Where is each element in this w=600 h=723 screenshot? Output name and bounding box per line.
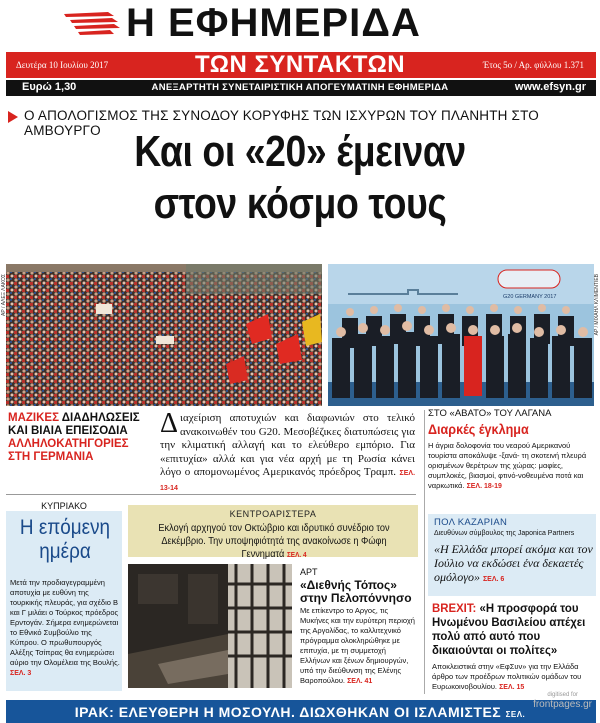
- lead-kicker: Ο ΑΠΟΛΟΓΙΣΜΟΣ ΤΗΣ ΣΥΝΟΔΟΥ ΚΟΡΥΦΗΣ ΤΩΝ ΙΣΧΥΡΩΝ ΤΟΥ ΠΛΑΝΗΤΗ ΣΤΟ ΑΜΒΟΥΡΓΟ: [24, 108, 540, 138]
- kazarian-label: ΠΟΛ ΚΑΖΑΡΙΑΝ: [434, 517, 508, 528]
- bottom-page-ref: ΣΕΛ.: [505, 710, 526, 719]
- kentroaristera-text: Εκλογή αρχηγού τον Οκτώβριο και ιδρυτικό συνέδριο τον Δεκέμβριο. Την υποψηφιότητά της ανακοίνωσε η Φώφη Γεννηματά: [158, 523, 390, 560]
- column-divider: [424, 410, 425, 694]
- kazarian-subtitle: Διευθύνων σύμβουλος της Japonica Partners: [434, 530, 575, 537]
- watermark-top: digitised for: [547, 692, 578, 698]
- brexit-headline[interactable]: [432, 601, 588, 657]
- brexit-text: Αποκλειστικά στην «ΕφΣυν» για την Ελλάδα άρθρο των προέδρων πολιτικών ομάδων του Ευρωκοινοβουλίου.: [432, 662, 582, 691]
- protest-subheading[interactable]: [8, 412, 140, 464]
- art-venue-photo: [128, 564, 292, 688]
- art-text-block: [300, 606, 418, 687]
- brexit-page-ref: ΣΕΛ. 15: [499, 684, 525, 691]
- lead-headline[interactable]: [45, 126, 555, 230]
- side-black-line: ΚΑΙ ΒΙΑΙΑ ΕΠΕΙΣΟΔΙΑ: [8, 425, 128, 437]
- kazarian-quote-block: [434, 542, 594, 587]
- bottom-label: ΙΡΑΚ:: [74, 704, 115, 720]
- section-divider: [6, 494, 416, 495]
- lead-article-text[interactable]: [160, 408, 416, 495]
- kicker-arrow-icon: [8, 111, 18, 123]
- side-red-word: ΜΑΖΙΚΕΣ: [8, 412, 59, 424]
- logo-speed-lines: [64, 10, 122, 36]
- brexit-text-block: [432, 662, 596, 693]
- art-title[interactable]: «Διεθνής Τόπος» στην Πελοπόννησο: [300, 578, 412, 605]
- lead-page-ref: ΣΕΛ. 13-14: [160, 470, 416, 492]
- kypriako-label: ΚΥΠΡΙΑΚΟ: [41, 501, 87, 511]
- avato-title: Διαρκές έγκλημα: [428, 421, 529, 437]
- kypriako-title: Η επόμενη ημέρα: [19, 516, 111, 563]
- photo2-credit: AP / ΜΙΧΑΗΛ ΚΛΙΜΕΝΤΙΕΒ: [594, 274, 600, 336]
- art-label: ΑΡΤ: [300, 567, 318, 577]
- newspaper-title: Η ΕΦΗΜΕΡΙΔΑ: [126, 1, 421, 45]
- art-page-ref: ΣΕΛ. 41: [347, 678, 373, 685]
- protest-crowd-photo: [6, 264, 322, 406]
- kypriako-page-ref: ΣΕΛ. 3: [10, 670, 32, 677]
- kentroaristera-label: ΚΕΝΤΡΟΑΡΙΣΤΕΡΑ: [229, 509, 317, 519]
- side-red-line-3: ΣΤΗ ΓΕΡΜΑΝΙΑ: [8, 451, 94, 463]
- avato-label: ΣΤΟ «ΑΒΑΤΟ» ΤΟΥ ΛΑΓΑΝΑ: [428, 408, 552, 419]
- newspaper-subtitle: ΤΩΝ ΣΥΝΤΑΚΤΩΝ: [194, 51, 406, 78]
- price: Ευρώ 1,30: [22, 81, 77, 93]
- art-text: Με επίκεντρο το Αργος, τις Μυκήνες και την ευρύτερη περιοχή της Αργολίδας, το καλλιτεχνικό πρόγραμμα ολοκληρώθηκε με επιτυχία, με τη συμμετοχή Ελλήνων και ξένων δημιουργών, υπό την διεύθυνση της Ελένης Βαροπούλου.: [300, 606, 415, 685]
- kypriako-text: Μετά την προδιαγεγραμμένη αποτυχία με ευθύνη της τουρκικής πλευράς, για σχέδιο Β και Γ μιλάει ο Τούρκος πρόεδρος Ερντογάν. Σήμερα ενημερώνεται το Εθνικό Συμβούλιο της Κύπρου. Ο πρωθυπουργός Αλέξης Τσίπρας θα ενημερώσει αύριο την Ολομέλεια της Βουλής.: [10, 578, 120, 667]
- frontpages-watermark: frontpages.gr: [533, 699, 592, 710]
- side-red-line-2: ΑΛΛΗΛΟΚΑΤΗΓΟΡΙΕΣ: [8, 438, 129, 450]
- avato-text: Η άγρια δολοφονία του νεαρού Αμερικανού τουρίστα αποκάλυψε -ξανά- τη σκοτεινή πλευρά ορισμένων θερέτρων της χώρας: μαφίες, συμπλοκές, βιασμοί, φτινό-νοθευμένα ποτά και ναρκωτικά.: [428, 441, 587, 490]
- g20-leaders-photo: [328, 264, 594, 406]
- photo1-credit: AP / ΑΛΕΞ ΛΑΚΟΣ: [1, 274, 7, 316]
- issue-date: Δευτέρα 10 Ιουλίου 2017: [16, 60, 109, 70]
- avato-page-ref: ΣΕΛ. 18-19: [466, 483, 502, 490]
- bottom-text: ΕΛΕΥΘΕΡΗ Η ΜΟΣΟΥΛΗ. ΔΙΩΧΘΗΚΑΝ ΟΙ ΙΣΛΑΜΙΣΤΕΣ: [118, 704, 502, 720]
- issue-number: Έτος 5ο / Αρ. φύλλου 1.371: [482, 60, 584, 70]
- headline-line-1: Και οι «20» έμειναν: [134, 127, 466, 176]
- tagline: ΑΝΕΞΑΡΤΗΤΗ ΣΥΝΕΤΑΙΡΙΣΤΙΚΗ ΑΠΟΓΕΥΜΑΤΙΝΗ ΕΦΗΜΕΡΙΔΑ: [151, 82, 449, 93]
- lead-body: ιαχείριση αποτυχιών και διαφωνιών στο τελικό ανακοινωθέν του G20. Μεσοβέζικες διατυπώσεις για την κλιματική αλλαγή και το ελεύθερο εμπόριο. Για «επιτυχία» αλλά και για νέα αρχή με τη Ρωσία κάνει λόγο ο απομονωμένος Αμερικανός πρόεδρος Τραμπ.: [160, 412, 415, 478]
- website-link[interactable]: www.efsyn.gr: [514, 81, 586, 93]
- kazarian-page-ref: ΣΕΛ. 6: [482, 576, 505, 583]
- dropcap: Δ: [160, 408, 179, 439]
- kazarian-quote: «Η Ελλάδα μπορεί ακόμα και τον Ιούλιο να εκδώσει ένα δεκαετές ομόλογο»: [434, 542, 593, 584]
- kentroaristera-text-block: [145, 522, 403, 562]
- g20-banner-text: G20 GERMANY 2017: [503, 294, 557, 300]
- headline-line-2: στον κόσμο τους: [153, 179, 447, 228]
- brexit-title: «Η προσφορά του Ηνωμένου Βασιλείου απέχει πολύ από αυτό που δικαιούνται οι πολίτες»: [432, 601, 586, 657]
- bottom-headline: [0, 704, 600, 720]
- side-black-word: ΔΙΑΔΗΛΩΣΕΙΣ: [61, 412, 140, 424]
- avato-article[interactable]: [428, 408, 596, 492]
- kypriako-text-block: [10, 578, 120, 679]
- kentroaristera-page-ref: ΣΕΛ. 4: [286, 552, 307, 559]
- brexit-label: BREXIT:: [432, 601, 477, 615]
